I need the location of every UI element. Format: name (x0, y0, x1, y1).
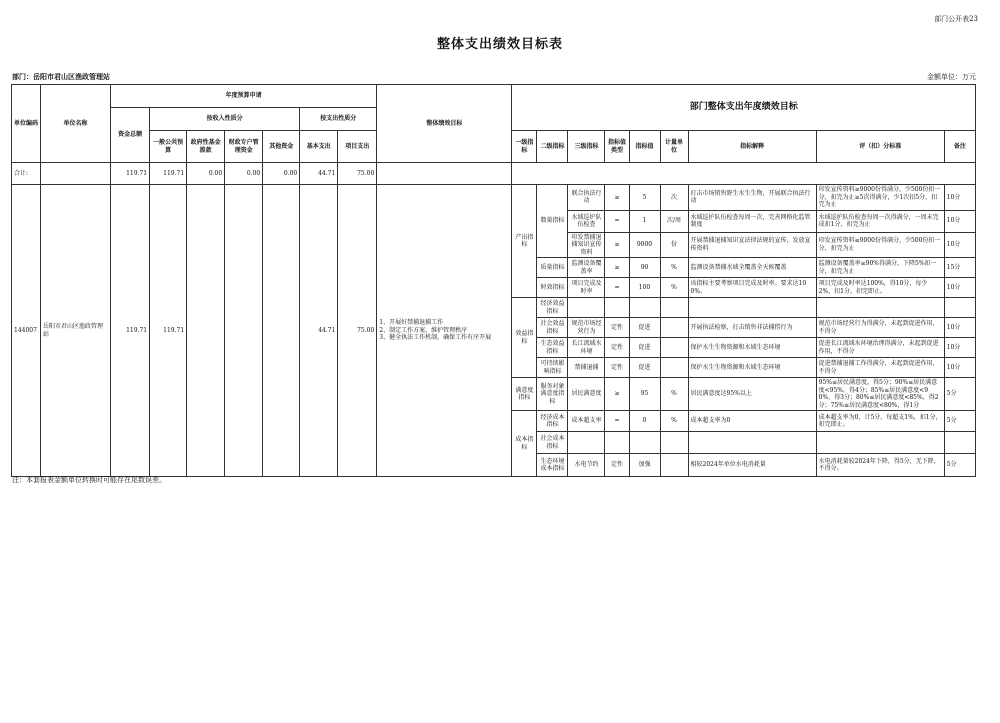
total-fiscal-cell: 0.00 (225, 163, 263, 185)
value-cell: 9000 (629, 232, 660, 258)
total-general-cell: 119.71 (150, 163, 187, 185)
header-scoring: 评（扣）分标准 (816, 131, 944, 163)
header-other-funds: 其他资金 (263, 131, 300, 163)
value-type-cell (605, 432, 629, 454)
value-cell (629, 432, 660, 454)
explain-cell: 打击市场销售野生水生生物，开展联合执法行动 (688, 185, 816, 211)
scoring-cell: 监测设备覆盖率≥90%得满分，下降5%扣一分，扣完为止 (816, 258, 944, 278)
value-type-cell: = (605, 411, 629, 432)
department-label: 部门：岳阳市君山区渔政管理站 (12, 72, 110, 81)
total-funds-cell: 119.71 (111, 163, 150, 185)
level3-cell: 水电节约 (568, 454, 605, 477)
value-type-cell: ≥ (605, 185, 629, 211)
header-unit-name: 单位名称 (41, 85, 111, 163)
total-row (12, 163, 976, 185)
total-project-cell: 75.00 (338, 163, 377, 185)
level2-cell: 质量指标 (537, 258, 568, 278)
explain-cell: 成本超支率为0 (688, 411, 816, 432)
value-cell: 1 (629, 210, 660, 232)
indicator-row (12, 185, 976, 211)
header-overall-goal: 整体绩效目标 (377, 85, 512, 163)
level3-cell: 联合执法行动 (568, 185, 605, 211)
unit-name-cell: 岳阳市君山区渔政管理站 (41, 185, 111, 477)
value-cell: 促进 (629, 358, 660, 378)
explain-cell: 相较2024年单位水电消耗量 (688, 454, 816, 477)
remark-cell: 10分 (944, 338, 975, 358)
unit-fiscal-cell (225, 185, 263, 477)
remark-cell (944, 298, 975, 318)
explain-cell: 保护水生生物资源和水域生态环境 (688, 338, 816, 358)
overall-goal-cell: 1、开展好禁捕退捕工作 2、制定工作方案，维护管理秩序 3、健全执法工作机制，确保工作有序开展 (377, 185, 512, 477)
scoring-cell: 印发宣传资料≥9000份得满分，少500份扣一分，扣完为止≥5次得满分，少1次扣5分，扣完为止 (816, 185, 944, 211)
scoring-cell: 95%≤居民满意度，得5分；90%≤居民满意度<95%，得4分；85%≤居民满意度<90%，得3分；80%≤居民满意度<85%，得2分；75%≤居民满意度<80%，得1分 (816, 378, 944, 411)
level1-cell: 满意度指标 (512, 378, 537, 411)
indicator-rows (12, 185, 976, 477)
unit-total-cell: 119.71 (111, 185, 150, 477)
scoring-cell: 水域巡护队伍检查每周一次得满分，一周未完成扣1分，扣完为止 (816, 210, 944, 232)
header-value: 指标值 (629, 131, 660, 163)
amount-unit-label: 金额单位：万元 (927, 73, 976, 81)
explain-cell: 保护水生生物资源和水域生态环境 (688, 358, 816, 378)
remark-cell: 10分 (944, 318, 975, 338)
explain-cell (688, 432, 816, 454)
measure-cell: % (660, 411, 688, 432)
remark-cell: 10分 (944, 358, 975, 378)
header-unit-code: 单位编码 (12, 85, 41, 163)
header-value-type: 指标值类型 (605, 131, 629, 163)
level3-cell: 项目完成及时率 (568, 278, 605, 298)
level3-cell (568, 298, 605, 318)
page-title: 整体支出绩效目标表 (436, 37, 563, 52)
measure-cell (660, 338, 688, 358)
explain-cell: 居民满意度达95%以上 (688, 378, 816, 411)
scoring-cell (816, 298, 944, 318)
value-cell: 促进 (629, 338, 660, 358)
measure-cell: % (660, 278, 688, 298)
value-type-cell: = (605, 210, 629, 232)
level2-cell: 时效指标 (537, 278, 568, 298)
remark-cell: 5分 (944, 378, 975, 411)
header-remark: 备注 (944, 131, 975, 163)
level1-cell: 效益指标 (512, 298, 537, 378)
value-cell: 0 (629, 411, 660, 432)
total-basic-cell: 44.71 (300, 163, 338, 185)
level2-cell: 生态效益指标 (537, 338, 568, 358)
value-type-cell (605, 298, 629, 318)
total-label: 合计: (12, 163, 41, 185)
level2-cell: 经济成本指标 (537, 411, 568, 432)
header-basic-expense: 基本支出 (300, 131, 338, 163)
scoring-cell: 水电消耗量较2024年下降，得5分，无下降，不得分。 (816, 454, 944, 477)
header-by-income: 按收入性质分 (150, 108, 300, 131)
header-level2: 二级指标 (537, 131, 568, 163)
performance-target-table (11, 84, 976, 477)
value-cell: 促进 (629, 318, 660, 338)
header-measure: 计量单位 (660, 131, 688, 163)
unit-other-cell (263, 185, 300, 477)
value-type-cell: ≥ (605, 232, 629, 258)
level3-cell: 印发禁捕退捕知识宣传资料 (568, 232, 605, 258)
scoring-cell (816, 432, 944, 454)
level3-cell: 禁捕退捕 (568, 358, 605, 378)
measure-cell: 次/周 (660, 210, 688, 232)
explain-cell: 开展禁捕退捕知识宣法律法规的宣传，发放宣传资料 (688, 232, 816, 258)
scoring-cell: 促进禁捕退捕工作得满分，未起到促进作用，不得分 (816, 358, 944, 378)
unit-gov-fund-cell (187, 185, 225, 477)
explain-cell: 水域巡护队伍检查每周一次，完善网格化监管制度 (688, 210, 816, 232)
remark-cell: 15分 (944, 258, 975, 278)
header-gov-fund: 政府性基金拨款 (187, 131, 225, 163)
measure-cell (660, 318, 688, 338)
scoring-cell: 印发宣传资料≥9000份得满分，少500份扣一分，扣完为止 (816, 232, 944, 258)
footnote: 注：本套报表金额单位转换时可能存在尾数误差。 (12, 476, 166, 484)
header-general-budget: 一般公共预算 (150, 131, 187, 163)
measure-cell: 次 (660, 185, 688, 211)
measure-cell (660, 358, 688, 378)
value-cell (629, 298, 660, 318)
header-level1: 一级指标 (512, 131, 537, 163)
header-level3: 三级指标 (568, 131, 605, 163)
value-cell: 100 (629, 278, 660, 298)
header-annual-budget: 年度预算申请 (111, 85, 377, 108)
level2-cell: 生态环境成本指标 (537, 454, 568, 477)
unit-project-cell: 75.00 (338, 185, 377, 477)
level3-cell: 监测设备覆盖率 (568, 258, 605, 278)
value-cell: 加强 (629, 454, 660, 477)
level2-cell: 可持续影响指标 (537, 358, 568, 378)
remark-cell (944, 432, 975, 454)
explain-cell: 该指标主要考察项目完成及时率。要求达100%。 (688, 278, 816, 298)
value-type-cell: ≥ (605, 258, 629, 278)
value-type-cell: = (605, 278, 629, 298)
scoring-cell: 促进长江流域水环境治理得满分，未起到促进作用，不得分 (816, 338, 944, 358)
value-type-cell: ≥ (605, 378, 629, 411)
measure-cell: % (660, 378, 688, 411)
level3-cell: 成本超支率 (568, 411, 605, 432)
level3-cell (568, 432, 605, 454)
value-type-cell: 定性 (605, 454, 629, 477)
value-cell: 95 (629, 378, 660, 411)
level2-cell: 服务对象满意度指标 (537, 378, 568, 411)
level3-cell: 水域巡护队伍检查 (568, 210, 605, 232)
remark-cell: 5分 (944, 454, 975, 477)
measure-cell (660, 298, 688, 318)
explain-cell (688, 298, 816, 318)
header-project-expense: 项目支出 (338, 131, 377, 163)
header-dept-goal: 部门整体支出年度绩效目标 (512, 85, 976, 131)
level2-cell: 数量指标 (537, 185, 568, 258)
level2-cell: 社会成本指标 (537, 432, 568, 454)
level2-cell: 社会效益指标 (537, 318, 568, 338)
total-other-cell: 0.00 (263, 163, 300, 185)
level1-cell: 产出指标 (512, 185, 537, 298)
level2-cell: 经济效益指标 (537, 298, 568, 318)
value-cell: 90 (629, 258, 660, 278)
header-total-funds: 资金总额 (111, 108, 150, 163)
value-type-cell: 定性 (605, 338, 629, 358)
value-type-cell: 定性 (605, 318, 629, 338)
unit-general-cell: 119.71 (150, 185, 187, 477)
explain-cell: 开展执法检察，打击销售非法捕捞行为 (688, 318, 816, 338)
remark-cell: 10分 (944, 232, 975, 258)
value-cell: 5 (629, 185, 660, 211)
scoring-cell: 项目完成及时率达100%，得10分，每少2%，扣1分，扣完即止。 (816, 278, 944, 298)
remark-cell: 10分 (944, 210, 975, 232)
remark-cell: 10分 (944, 185, 975, 211)
scoring-cell: 规范市场经营行为得满分，未起到促进作用，不得分 (816, 318, 944, 338)
value-type-cell: 定性 (605, 358, 629, 378)
unit-code-cell: 144007 (12, 185, 41, 477)
total-gov-fund-cell: 0.00 (187, 163, 225, 185)
level3-cell: 居民满意度 (568, 378, 605, 411)
header-explain: 指标解释 (688, 131, 816, 163)
measure-cell: % (660, 258, 688, 278)
header-fiscal-special: 财政专户管理资金 (225, 131, 263, 163)
unit-basic-cell: 44.71 (300, 185, 338, 477)
level3-cell: 规范市场经营行为 (568, 318, 605, 338)
scoring-cell: 成本超支率为0，计5分，每超支1%，扣1分，扣完即止。 (816, 411, 944, 432)
header-by-expense: 按支出性质分 (300, 108, 377, 131)
measure-cell: 份 (660, 232, 688, 258)
page-number-label: 部门公开表23 (934, 15, 978, 23)
measure-cell (660, 432, 688, 454)
level3-cell: 长江流域水环境 (568, 338, 605, 358)
remark-cell: 5分 (944, 411, 975, 432)
remark-cell: 10分 (944, 278, 975, 298)
level1-cell: 成本指标 (512, 411, 537, 477)
explain-cell: 监测设备禁捕水域全覆盖全天候覆盖 (688, 258, 816, 278)
measure-cell (660, 454, 688, 477)
